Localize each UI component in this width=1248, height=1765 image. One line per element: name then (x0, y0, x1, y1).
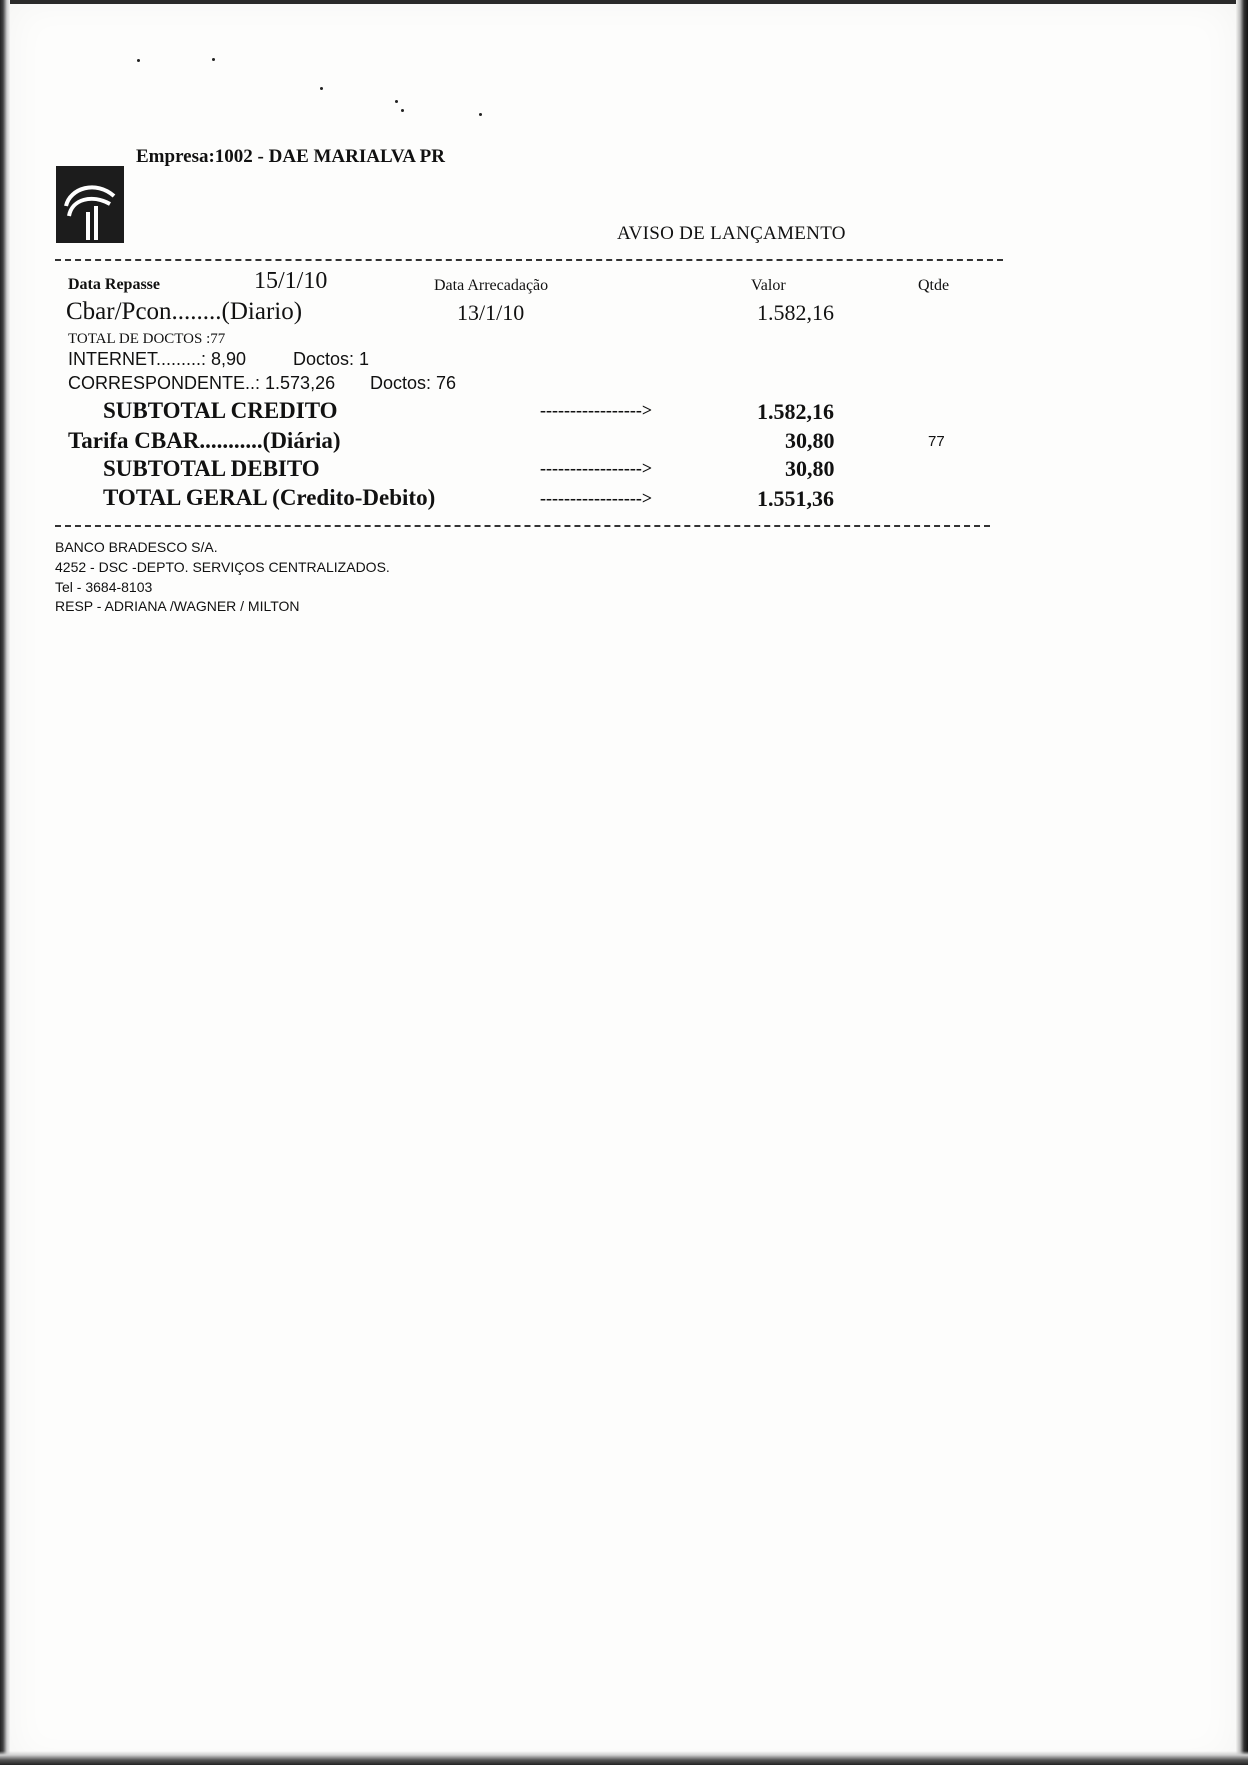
footer-tel: Tel - 3684-8103 (55, 579, 153, 595)
footer-resp: RESP - ADRIANA /WAGNER / MILTON (55, 598, 300, 614)
qtde-label: Qtde (918, 277, 950, 294)
company-line: Empresa:1002 - DAE MARIALVA PR (136, 146, 445, 167)
document-title: AVISO DE LANÇAMENTO (617, 223, 846, 244)
bradesco-logo-icon (56, 166, 124, 243)
correspondente-doctos: Doctos: 76 (370, 373, 457, 393)
footer-dept: 4252 - DSC -DEPTO. SERVIÇOS CENTRALIZADOS. (55, 559, 390, 575)
subtotal-credito-value: 1.582,16 (757, 399, 834, 424)
divider-bottom (55, 525, 990, 527)
scan-speck (479, 113, 482, 116)
subtotal-debito-arrow: -----------------> (540, 458, 653, 478)
cbar-date: 13/1/10 (457, 300, 525, 325)
footer-bank: BANCO BRADESCO S/A. (55, 539, 218, 555)
correspondente-line: CORRESPONDENTE..: 1.573,26 (68, 373, 336, 393)
subtotal-credito-label: SUBTOTAL CREDITO (103, 398, 338, 423)
cbar-label: Cbar/Pcon........(Diario) (66, 298, 303, 325)
scan-edge-bottom (0, 1751, 1248, 1765)
total-geral-label: TOTAL GERAL (Credito-Debito) (103, 485, 436, 510)
valor-label: Valor (751, 277, 786, 294)
scan-speck (212, 58, 215, 61)
paper-sheet (10, 0, 1236, 1765)
subtotal-debito-value: 30,80 (785, 456, 835, 481)
scan-edge-right (1236, 0, 1248, 1765)
tarifa-label: Tarifa CBAR...........(Diária) (68, 428, 341, 453)
subtotal-credito-arrow: -----------------> (540, 400, 653, 420)
total-geral-value: 1.551,36 (757, 486, 834, 511)
scan-speck (320, 87, 323, 90)
tarifa-value: 30,80 (785, 428, 835, 453)
cbar-value: 1.582,16 (757, 300, 834, 325)
subtotal-debito-label: SUBTOTAL DEBITO (103, 456, 320, 481)
tarifa-qtde: 77 (928, 433, 945, 450)
data-repasse-value: 15/1/10 (254, 268, 328, 294)
scan-speck (137, 59, 140, 62)
divider-top (55, 259, 1003, 261)
scan-speck (401, 109, 404, 112)
scan-speck (395, 100, 398, 103)
data-arrecadacao-label: Data Arrecadação (434, 277, 549, 294)
scan-edge-top (0, 0, 1248, 4)
internet-doctos: Doctos: 1 (293, 349, 370, 369)
data-repasse-label: Data Repasse (68, 276, 160, 293)
internet-line: INTERNET.........: 8,90 (68, 349, 247, 369)
total-doctos: TOTAL DE DOCTOS :77 (68, 331, 226, 347)
total-geral-arrow: -----------------> (540, 488, 653, 508)
scan-edge-left (0, 0, 10, 1765)
